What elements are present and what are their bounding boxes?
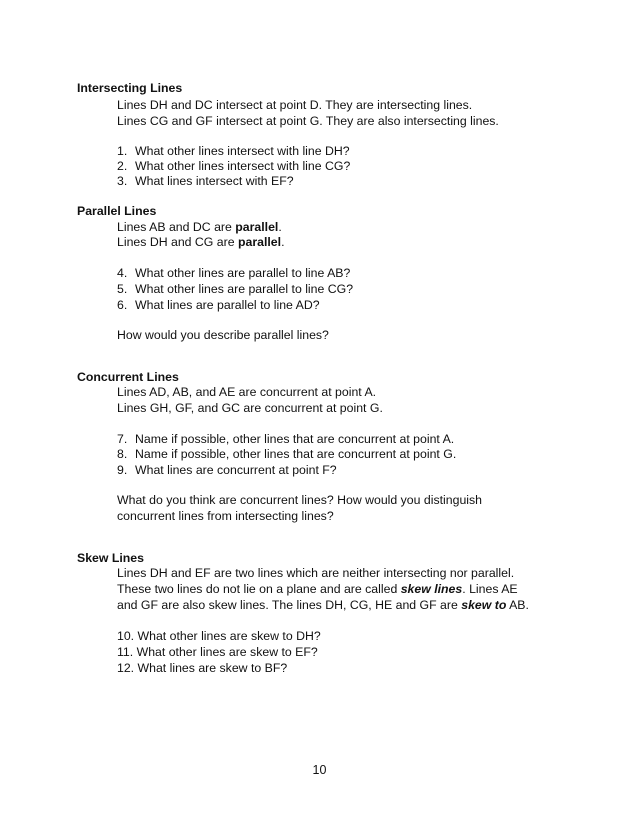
skew-question-12: 12. What lines are skew to BF? <box>117 661 288 675</box>
statement-text: . <box>281 235 285 249</box>
question-text: What other lines intersect with line CG? <box>135 159 351 173</box>
parallel-statement-1 <box>117 219 282 235</box>
question-text: What lines intersect with EF? <box>135 174 294 188</box>
emphasis-term: parallel <box>235 220 279 234</box>
section-heading-parallel: Parallel Lines <box>77 204 157 218</box>
statement-text: Lines DH and CG are <box>117 235 238 249</box>
concurrent-statement-2: Lines GH, GF, and GC are concurrent at point G. <box>117 401 383 415</box>
statement-text: and GF are also skew lines. The lines DH, CG, HE and GF are <box>117 598 462 612</box>
section-heading-skew: Skew Lines <box>77 551 144 565</box>
question-text: What other lines are parallel to line CG? <box>135 282 354 296</box>
question-number: 2. <box>117 159 128 173</box>
question-text: What lines are parallel to line AD? <box>135 298 320 312</box>
question-number: 7. <box>117 432 128 446</box>
question-number: 5. <box>117 282 128 296</box>
question-number: 1. <box>117 144 128 158</box>
statement-text: AB. <box>506 598 529 612</box>
emphasis-term: parallel <box>237 235 282 249</box>
question-text: What other lines intersect with line DH? <box>135 144 350 158</box>
concurrent-prompt-line-1: What do you think are concurrent lines? How would you distinguish <box>117 493 483 507</box>
question-number: 6. <box>117 298 128 312</box>
skew-question-11: 11. What other lines are skew to EF? <box>117 645 318 659</box>
section-heading-intersecting: Intersecting Lines <box>77 81 183 95</box>
intersecting-statement-1: Lines DH and DC intersect at point D. They are intersecting lines. <box>117 98 473 112</box>
question-number: 9. <box>117 463 128 477</box>
parallel-prompt: How would you describe parallel lines? <box>117 328 329 342</box>
skew-statement-2 <box>117 581 518 597</box>
question-number: 3. <box>117 174 128 188</box>
skew-question-10: 10. What other lines are skew to DH? <box>117 629 321 643</box>
intersecting-statement-2: Lines CG and GF intersect at point G. They are also intersecting lines. <box>117 114 499 128</box>
emphasis-term: skew lines <box>400 582 463 596</box>
skew-statement-3 <box>117 597 529 613</box>
question-text: What other lines are parallel to line AB? <box>135 266 351 280</box>
question-text: What lines are concurrent at point F? <box>135 463 337 477</box>
parallel-statement-2 <box>117 234 284 250</box>
question-text: Name if possible, other lines that are concurrent at point G. <box>135 447 457 461</box>
skew-statement-1: Lines DH and EF are two lines which are neither intersecting nor parallel. <box>117 566 515 580</box>
emphasis-term: skew to <box>461 598 507 612</box>
page-number: 10 <box>312 763 327 777</box>
question-text: Name if possible, other lines that are concurrent at point A. <box>135 432 455 446</box>
statement-text: Lines AB and DC are <box>117 220 236 234</box>
statement-text: . Lines AE <box>462 582 518 596</box>
concurrent-prompt-line-2: concurrent lines from intersecting lines? <box>117 509 334 523</box>
question-number: 8. <box>117 447 128 461</box>
statement-text: . <box>278 220 282 234</box>
question-number: 4. <box>117 266 128 280</box>
statement-text: These two lines do not lie on a plane and are called <box>117 582 401 596</box>
section-heading-concurrent: Concurrent Lines <box>77 370 179 384</box>
concurrent-statement-1: Lines AD, AB, and AE are concurrent at point A. <box>117 385 377 399</box>
